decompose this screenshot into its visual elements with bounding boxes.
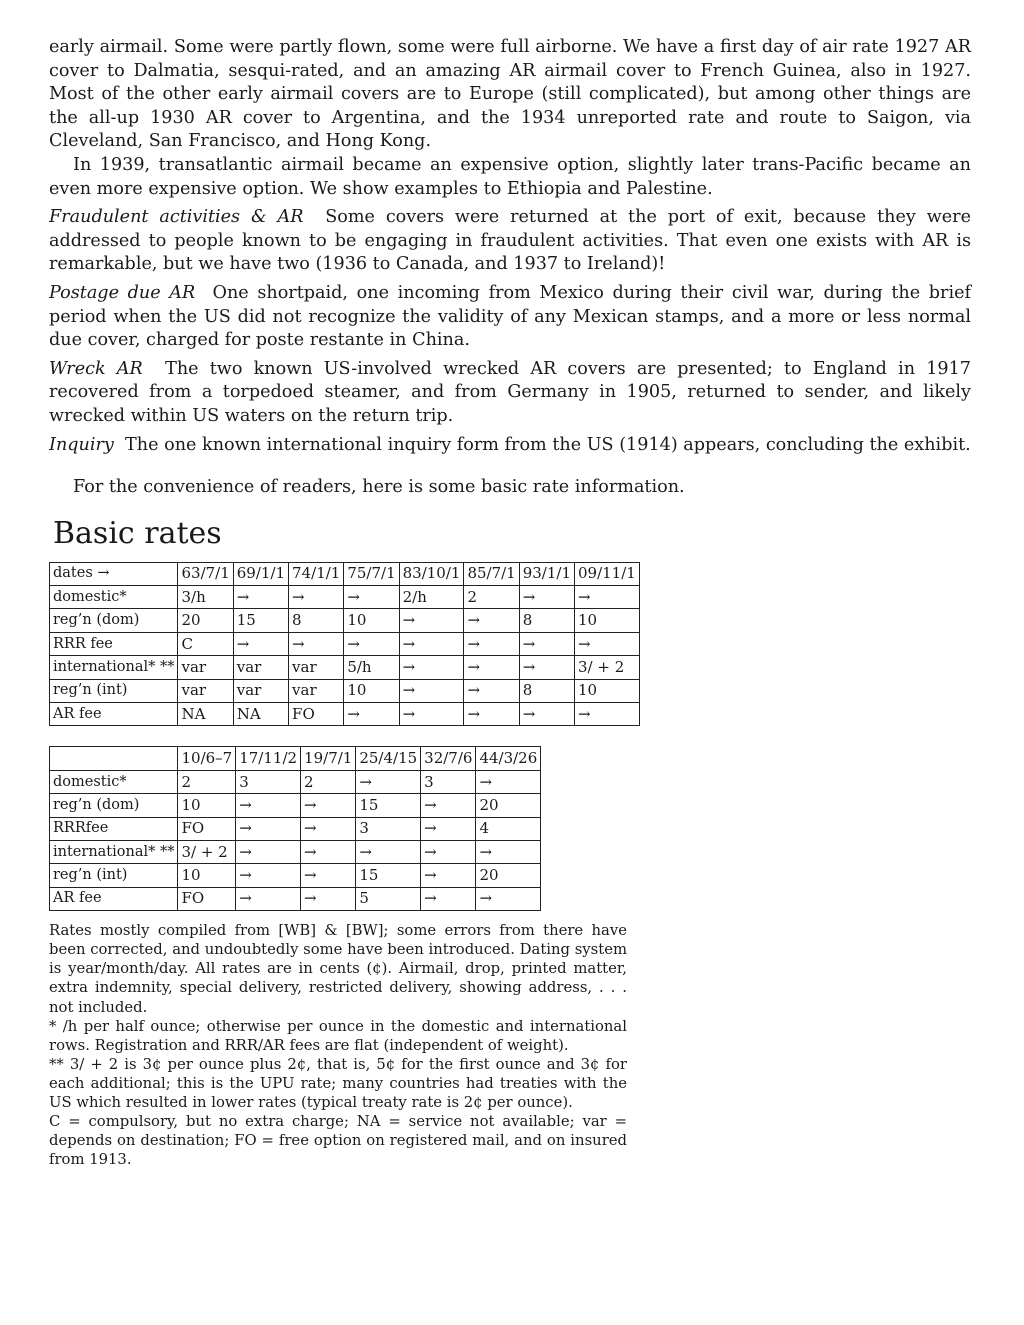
row-label-cell: AR fee	[50, 887, 178, 910]
rates-table-2	[49, 746, 541, 911]
table-cell: 32/7/6	[421, 747, 476, 770]
table-cell: 44/3/26	[476, 747, 541, 770]
table-cell: 10	[344, 609, 399, 632]
table-cell: →	[236, 840, 301, 863]
table-cell: →	[575, 703, 640, 726]
table-cell: FO	[178, 887, 236, 910]
table-row	[50, 887, 541, 910]
table-cell: 8	[519, 609, 574, 632]
section-text-fraudulent: Some covers were returned at the port of exit, because they were addressed to people known to be engaging in fraudulent activities. That even one exists with AR is remarkable, but we have two (1936 to Canada, and 1937 to Ireland)!	[49, 207, 971, 275]
section-postage-due	[49, 282, 971, 353]
table-cell: →	[575, 632, 640, 655]
table-cell: 3/h	[178, 586, 233, 609]
table-row	[50, 609, 640, 632]
table-cell: →	[301, 817, 356, 840]
table-cell: →	[356, 770, 421, 793]
section-text-postage-due: One shortpaid, one incoming from Mexico during their civil war, during the brief period when the US did not recognize the validity of any Mexican stamps, and a more or less normal due cover, charged for poste restante in China.	[49, 282, 971, 351]
table-cell: 75/7/1	[344, 562, 399, 585]
table-cell: →	[464, 609, 519, 632]
page-content	[49, 36, 971, 1169]
rate-notes	[49, 921, 627, 1169]
section-inquiry	[49, 434, 971, 458]
table-row	[50, 770, 541, 793]
rates-table-1	[49, 562, 640, 727]
table-cell: 3/ + 2	[178, 840, 236, 863]
table-cell: 4	[476, 817, 541, 840]
table-cell: 17/11/2	[236, 747, 301, 770]
rates-table-1-body	[50, 562, 640, 726]
table-row	[50, 632, 640, 655]
row-label-cell: reg’n (int)	[50, 679, 178, 702]
table-cell: var	[289, 679, 344, 702]
table-cell: →	[519, 586, 574, 609]
table-cell: →	[233, 632, 288, 655]
table-cell: 15	[233, 609, 288, 632]
table-cell: 5/h	[344, 656, 399, 679]
table-cell: 3/ + 2	[575, 656, 640, 679]
table-cell: →	[344, 703, 399, 726]
table-row	[50, 679, 640, 702]
table-cell: 3	[356, 817, 421, 840]
table-cell: →	[236, 864, 301, 887]
row-label-cell: AR fee	[50, 703, 178, 726]
paragraph-convenience: For the convenience of readers, here is some basic rate information.	[73, 477, 685, 498]
row-label-cell: reg’n (int)	[50, 864, 178, 887]
table-cell: →	[519, 656, 574, 679]
table-cell: →	[476, 840, 541, 863]
table-cell: 10	[344, 679, 399, 702]
note-half-ounce: * /h per half ounce; otherwise per ounce in the domestic and international rows. Registration and RRR/AR fees are flat (independent of weight).	[49, 1017, 627, 1054]
table-cell: →	[476, 887, 541, 910]
row-label-cell: RRR fee	[50, 632, 178, 655]
table-cell: 10	[178, 794, 236, 817]
table-cell: →	[421, 864, 476, 887]
table-cell: 3	[421, 770, 476, 793]
row-label-cell: domestic*	[50, 586, 178, 609]
table-cell: 74/1/1	[289, 562, 344, 585]
table-cell: 63/7/1	[178, 562, 233, 585]
section-lead-inquiry: Inquiry	[49, 434, 114, 455]
basic-rates-heading: Basic rates	[53, 515, 222, 551]
section-lead-wreck: Wreck AR	[49, 358, 143, 379]
table-cell: →	[301, 840, 356, 863]
table-cell: →	[301, 864, 356, 887]
table-cell: var	[178, 679, 233, 702]
table-cell: 20	[178, 609, 233, 632]
table-cell: 2	[178, 770, 236, 793]
note-abbreviations: C = compulsory, but no extra charge; NA = service not available; var = depends on destination; FO = free option on registered mail, and on insured from 1913.	[49, 1113, 627, 1169]
table-cell: →	[289, 632, 344, 655]
row-label-cell: reg’n (dom)	[50, 609, 178, 632]
table-cell: 3	[236, 770, 301, 793]
table-row	[50, 656, 640, 679]
table-cell: →	[236, 887, 301, 910]
table-row	[50, 562, 640, 585]
table-cell: 19/7/1	[301, 747, 356, 770]
table-row	[50, 747, 541, 770]
table-cell: FO	[289, 703, 344, 726]
row-label-cell: reg’n (dom)	[50, 794, 178, 817]
table-cell: var	[178, 656, 233, 679]
table-cell: var	[233, 679, 288, 702]
table-cell: →	[464, 656, 519, 679]
table-cell: C	[178, 632, 233, 655]
paragraph-early-airmail: early airmail. Some were partly flown, some were full airborne. We have a first day of air rate 1927 AR cover to Dalmatia, sesqui-rated, and an amazing AR airmail cover to French Guinea, also in 1927. Most of the other early airmail covers are to Europe (still complicated), but among other things are the all-up 1930 AR cover to Argentina, and the 1934 unreported rate and route to Saigon, via Cleveland, San Francisco, and Hong Kong.	[49, 37, 971, 152]
table-cell: →	[236, 794, 301, 817]
table-cell: →	[421, 794, 476, 817]
table-cell: 20	[476, 794, 541, 817]
row-label-cell: RRRfee	[50, 817, 178, 840]
table-row	[50, 586, 640, 609]
table-cell: 8	[519, 679, 574, 702]
table-cell: →	[464, 632, 519, 655]
table-cell: →	[476, 770, 541, 793]
table-cell: →	[344, 586, 399, 609]
table-row	[50, 864, 541, 887]
table-cell: 2	[464, 586, 519, 609]
table-cell: →	[421, 887, 476, 910]
table-cell: 10	[178, 864, 236, 887]
rates-table-2-body	[50, 747, 541, 911]
table-cell: →	[519, 703, 574, 726]
table-cell: 10	[575, 679, 640, 702]
table-cell: NA	[233, 703, 288, 726]
row-label-cell: dates →	[50, 562, 178, 585]
section-fraudulent	[49, 206, 971, 277]
paragraph-transatlantic: In 1939, transatlantic airmail became an expensive option, slightly later trans-Pacific became an even more expensive option. We show examples to Ethiopia and Palestine.	[49, 154, 971, 199]
table-cell: →	[356, 840, 421, 863]
table-cell: 2	[301, 770, 356, 793]
table-row	[50, 840, 541, 863]
table-cell: →	[421, 817, 476, 840]
table-cell: →	[421, 840, 476, 863]
section-lead-fraudulent: Fraudulent activities & AR	[49, 207, 304, 228]
row-label-cell: international* **	[50, 840, 178, 863]
table-cell: 10/6–7	[178, 747, 236, 770]
table-cell: →	[233, 586, 288, 609]
note-upu-rate: ** 3/ + 2 is 3¢ per ounce plus 2¢, that is, 5¢ for the first ounce and 3¢ for each additional; this is the UPU rate; many countries had treaties with the US which resulted in lower rates (typical treaty rate is 2¢ per ounce).	[49, 1055, 627, 1111]
table-cell: →	[289, 586, 344, 609]
table-cell: FO	[178, 817, 236, 840]
table-cell: 10	[575, 609, 640, 632]
table-row	[50, 817, 541, 840]
section-lead-postage-due: Postage due AR	[49, 282, 196, 303]
table-cell: 09/11/1	[575, 562, 640, 585]
table-cell: →	[344, 632, 399, 655]
table-cell: →	[464, 703, 519, 726]
table-cell: 2/h	[399, 586, 464, 609]
table-cell: 69/1/1	[233, 562, 288, 585]
section-wreck	[49, 358, 971, 429]
table-cell: 85/7/1	[464, 562, 519, 585]
table-cell: var	[233, 656, 288, 679]
table-cell: →	[301, 794, 356, 817]
table-cell: →	[236, 817, 301, 840]
row-label-cell: domestic*	[50, 770, 178, 793]
table-cell: →	[399, 632, 464, 655]
table-cell: 5	[356, 887, 421, 910]
table-cell: 15	[356, 864, 421, 887]
table-cell: →	[399, 656, 464, 679]
table-cell: 83/10/1	[399, 562, 464, 585]
row-label-cell	[50, 747, 178, 770]
table-cell: NA	[178, 703, 233, 726]
table-cell: 8	[289, 609, 344, 632]
note-sources: Rates mostly compiled from [WB] & [BW]; some errors from there have been corrected, and undoubtedly some have been introduced. Dating system is year/month/day. All rates are in cents (¢). Airmail, drop, printed matter, extra indemnity, special delivery, restricted delivery, showing address, . . . not included.	[49, 922, 627, 1016]
table-cell: 15	[356, 794, 421, 817]
table-cell: →	[519, 632, 574, 655]
table-cell: 20	[476, 864, 541, 887]
section-text-inquiry: The one known international inquiry form from the US (1914) appears, concluding the exhibit.	[125, 434, 971, 455]
table-cell: 93/1/1	[519, 562, 574, 585]
table-row	[50, 794, 541, 817]
table-cell: →	[399, 679, 464, 702]
section-text-wreck: The two known US-involved wrecked AR covers are presented; to England in 1917 recovered from a torpedoed steamer, and from Germany in 1905, returned to sender, and likely wrecked within US waters on the return trip.	[49, 358, 971, 426]
table-cell: 25/4/15	[356, 747, 421, 770]
table-cell: →	[399, 609, 464, 632]
table-cell: →	[301, 887, 356, 910]
table-cell: →	[399, 703, 464, 726]
table-row	[50, 703, 640, 726]
table-cell: var	[289, 656, 344, 679]
table-cell: →	[464, 679, 519, 702]
row-label-cell: international* **	[50, 656, 178, 679]
table-cell: →	[575, 586, 640, 609]
